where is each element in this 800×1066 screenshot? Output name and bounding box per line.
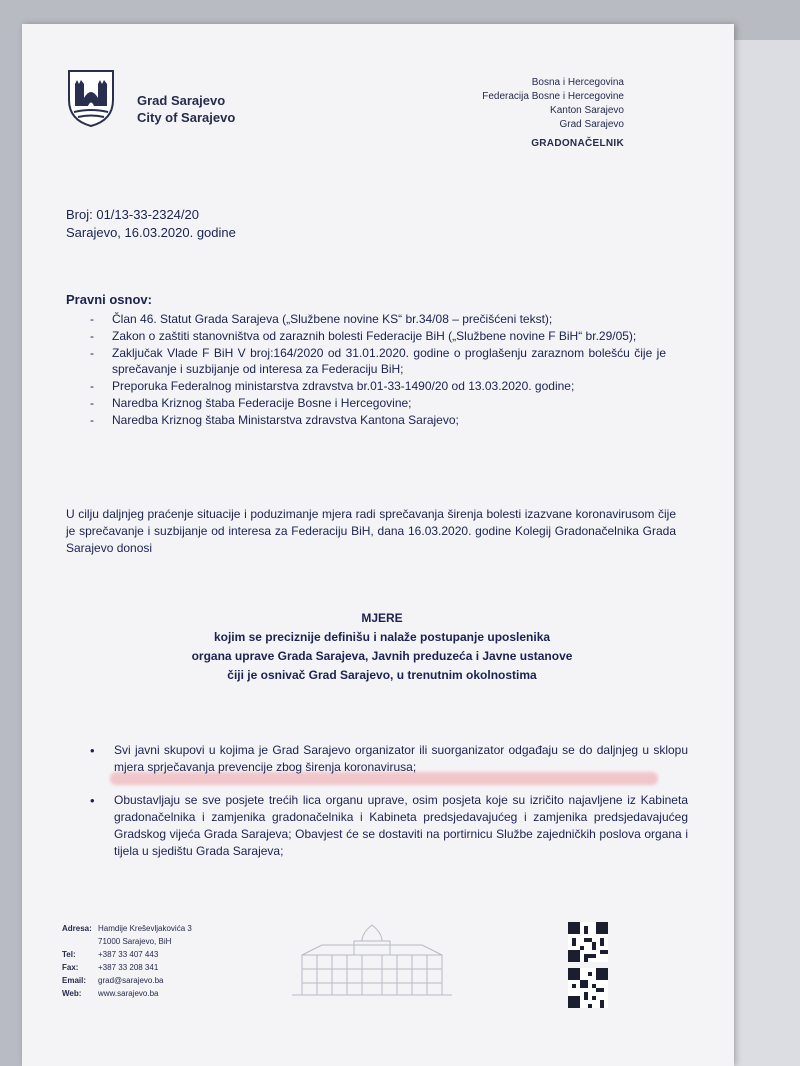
- city-name: [137, 92, 235, 126]
- address-label: Adresa:: [62, 924, 92, 933]
- fax-label: Fax:: [62, 963, 79, 972]
- legal-basis-heading: Pravni osnov:: [66, 292, 152, 307]
- legal-basis-item: - Zaključak Vlade F BiH V broj:164/2020 od 31.01.2020. godine o proglašenju zaraznom bolešću čije je sprečavanje i suzbijanje od interesa za Federaciju BiH;: [90, 345, 666, 377]
- city-name-local: Grad Sarajevo: [137, 93, 226, 108]
- measure-item: • Obustavljaju se sve posjete trećih lica organu uprave, osim posjeta koje su izričito najavljene iz Kabineta gradonačelnika i zamjenika gradonačelnika i Kabineta predsjedavajućeg i zamjenika predsjedavajućeg Gradskog vijeća Grada Sarajeva; Obavjest će se dostaviti na portirnicu Službe zajedničkih poslova organa i tijela u sjedištu Grada Sarajeva;: [88, 792, 688, 860]
- address-line: 71000 Sarajevo, BiH: [98, 937, 172, 946]
- city-hall-building-icon: [282, 919, 462, 999]
- document-page: [22, 24, 734, 1066]
- measures-title-line: čiji je osnivač Grad Sarajevo, u trenutnim okolnostima: [227, 668, 537, 682]
- measures-title-line: kojim se preciznije definišu i nalaže postupanje uposlenika: [213, 630, 551, 644]
- web-label: Web:: [62, 989, 82, 998]
- email-value: grad@sarajevo.ba: [98, 976, 164, 985]
- place-date: Sarajevo, 16.03.2020. godine: [66, 225, 236, 240]
- measures-title: [102, 609, 662, 685]
- tel-value: +387 33 407 443: [98, 950, 159, 959]
- legal-basis-section: [66, 292, 666, 429]
- document-reference: [66, 206, 236, 242]
- legal-basis-item: - Član 46. Statut Grada Sarajeva („Službene novine KS“ br.34/08 – prečišćeni tekst);: [90, 311, 666, 327]
- address-line: Hamdije Kreševljakovića 3: [98, 924, 192, 933]
- fax-value: +387 33 208 341: [98, 963, 159, 972]
- measures-title-line: organa uprave Grada Sarajeva, Javnih preduzeća i Javne ustanove: [191, 649, 573, 663]
- gov-line: Federacija Bosne i Hercegovine: [482, 91, 624, 102]
- legal-basis-item: - Naredba Kriznog štaba Ministarstva zdravstva Kantona Sarajevo;: [90, 412, 666, 428]
- email-label: Email:: [62, 976, 87, 985]
- qr-code-icon: [568, 968, 608, 1008]
- reference-number: Broj: 01/13-33-2324/20: [66, 207, 199, 222]
- measure-item: • Svi javni skupovi u kojima je Grad Sarajevo organizator ili suorganizator odgađaju se do daljnjeg u sklopu mjera sprječavanja prevencije zbog širenja koronavirusa;: [88, 742, 688, 776]
- city-name-english: City of Sarajevo: [137, 110, 236, 125]
- gov-line: Bosna i Hercegovina: [531, 77, 624, 88]
- gov-line: Grad Sarajevo: [559, 119, 624, 130]
- footer-contact: [62, 922, 198, 1000]
- gov-line: Kanton Sarajevo: [550, 105, 624, 116]
- legal-basis-item: - Preporuka Federalnog ministarstva zdravstva br.01-33-1490/20 od 13.03.2020. godine;: [90, 378, 666, 394]
- web-value: www.sarajevo.ba: [98, 989, 159, 998]
- legal-basis-item: - Naredba Kriznog štaba Federacije Bosne i Hercegovine;: [90, 395, 666, 411]
- city-crest-logo: [66, 68, 116, 128]
- measures-list: [88, 742, 688, 876]
- intro-paragraph: U cilju daljnjeg praćenje situacije i poduzimanje mjera radi sprečavanja širenja bolesti izazvane koronavirusom čije je sprečavanje i suzbijanje od interesa za Federaciju BiH, dana 16.03.2020. godine Kolegij Gradonačelnika Grada Sarajevo donosi: [66, 507, 676, 555]
- qr-code-icon: [568, 922, 608, 962]
- measures-title-line: MJERE: [361, 611, 403, 625]
- tel-label: Tel:: [62, 950, 76, 959]
- legal-basis-item: - Zakon o zaštiti stanovništva od zaraznih bolesti Federacije BiH („Službene novine F BiH“ br.29/05);: [90, 328, 666, 344]
- legal-basis-list: [66, 311, 666, 428]
- government-hierarchy: [482, 76, 624, 151]
- office-title: GRADONAČELNIK: [531, 138, 624, 149]
